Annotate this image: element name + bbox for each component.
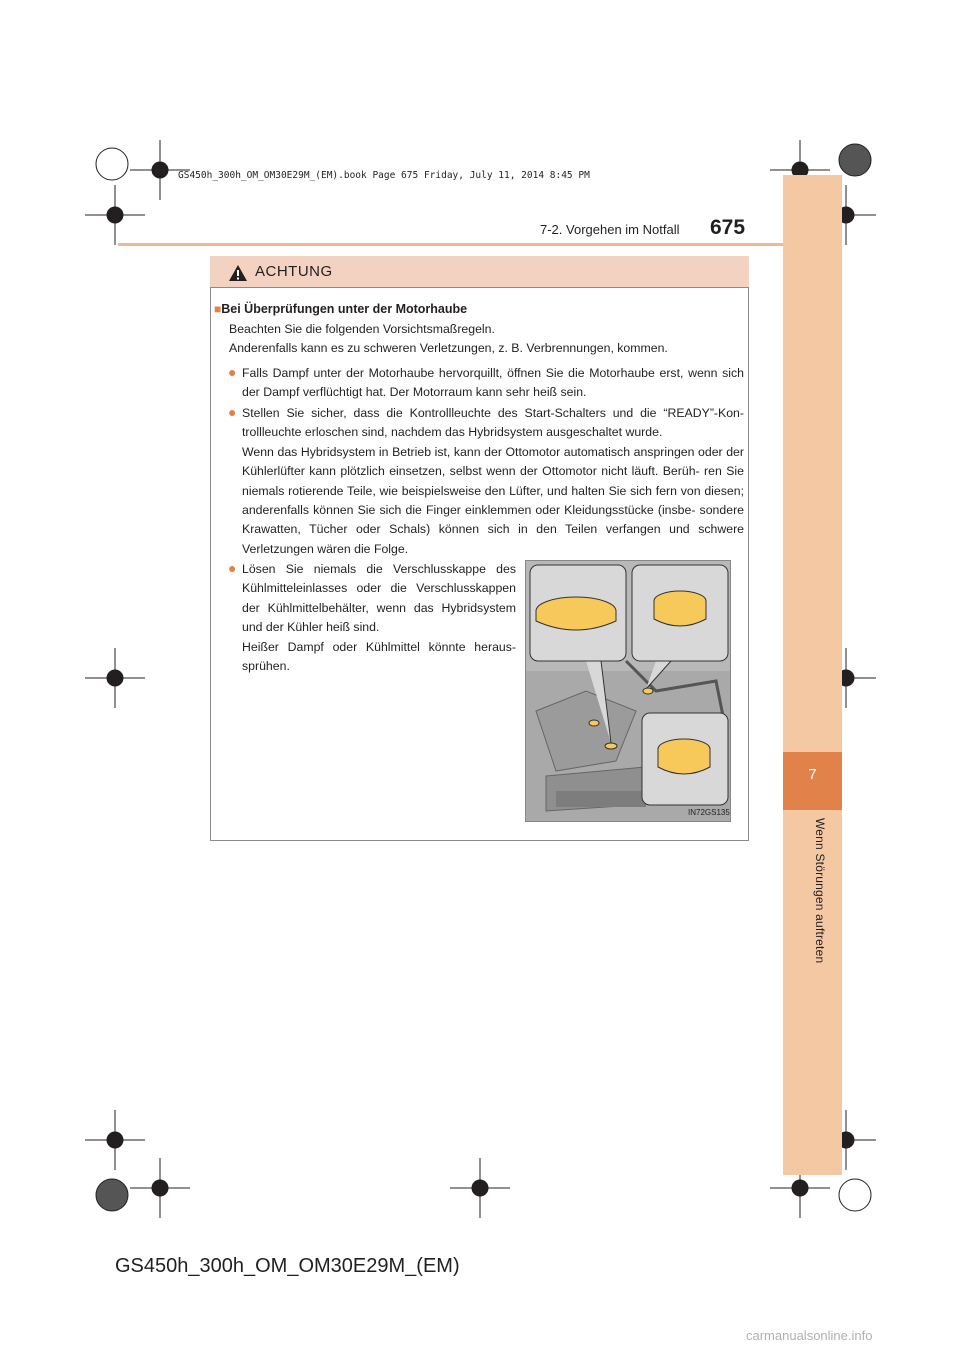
print-target-icon [839,1179,871,1211]
intro-line: Beachten Sie die folgenden Vorsichtsmaßregeln. [229,322,495,336]
warning-intro [229,320,729,359]
intro-line: Anderenfalls kann es zu schweren Verletzungen, z. B. Verbrennungen, kommen. [229,341,668,356]
figure-code: IN72GS135 [688,808,730,817]
chapter-number-tab [783,752,842,810]
bullet-dot-icon: ● [228,364,237,380]
bullet-text: Stellen Sie sicher, dass die Kontrollleuchte des Start-Schalters und die “READY”-Kon- trollleuchte erloschen sind, nachdem das Hybridsystem ausgeschaltet wurde. [242,406,744,440]
bullet-text: Falls Dampf unter der Motorhaube hervorquillt, öffnen Sie die Motorhaube erst, wenn sich der Dampf verflüchtigt hat. Der Motorraum kann sehr heiß sein. [242,366,744,400]
bullet-item [228,404,744,559]
bullet-item [228,560,516,676]
warning-triangle-icon [228,264,248,282]
print-target-icon [96,148,128,180]
warning-title: ACHTUNG [255,263,333,280]
bullet-text: Lösen Sie niemals die Verschlusskappe des Kühlmitteleinlasses oder die Verschlusskappen der Kühlmittelbehälter, wenn das Hybridsystem und der Kühler heiß sind. [242,562,516,635]
print-target-icon [96,1179,128,1211]
chapter-title-vertical [783,810,842,1010]
square-bullet-icon: ■ [214,302,222,316]
watermark: carmanualsonline.info [746,1328,873,1343]
bullet-dot-icon: ● [228,560,237,576]
print-target-icon [839,144,871,176]
subheading-text: Bei Überprüfungen unter der Motorhaube [221,302,468,316]
bullet-text: Wenn das Hybridsystem in Betrieb ist, kann der Ottomotor automatisch anspringen oder der Kühlerlüfter kann plötzlich einsetzen, selbst wenn der Ottomotor nicht läuft. Berüh- ren Sie niemals rotierende Teile, wie beispielsweise den Lüfter, und halten Sie sich fern von diesen; anderenfalls können Sie sich die Finger einklemmen oder Kleidungsstücke (insbe- sondere Krawatten, Tücher oder Schals) können sich in den Teilen verfangen und schwere Verletzungen wären die Folge. [242,444,744,556]
engine-bay-illustration [526,561,731,822]
header-rule [118,243,783,246]
bullet-text: Heißer Dampf oder Kühlmittel könnte heraus- sprühen. [242,639,516,674]
bullet-item [228,364,744,403]
chapter-side-tab [783,175,842,1175]
bullet-dot-icon: ● [228,404,237,420]
chapter-number: 7 [808,766,817,783]
warning-subheading [214,300,467,319]
book-info-line: GS450h_300h_OM_OM30E29M_(EM).book Page 675 Friday, July 11, 2014 8:45 PM [178,170,590,181]
footer-document-code: GS450h_300h_OM_OM30E29M_(EM) [115,1255,460,1277]
section-title: 7-2. Vorgehen im Notfall [540,222,680,237]
engine-bay-figure [525,560,731,822]
page-number: 675 [710,216,746,239]
chapter-title: Wenn Störungen auftreten [813,818,827,964]
